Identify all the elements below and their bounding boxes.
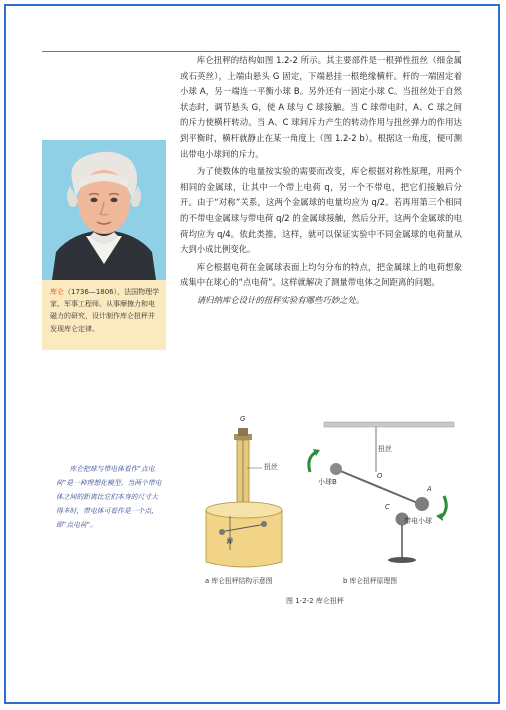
portrait-caption — [42, 280, 166, 350]
caption-text: ，法国物理学家、军事工程师。从事摩擦力和电磁力的研究，设计制作库仑扭秤并发现库仑定律。 — [50, 288, 160, 333]
top-rule — [42, 51, 460, 52]
figure-a-caption: a 库仑扭秤结构示意图 — [205, 577, 273, 585]
label-ball-b: 小球B — [318, 478, 337, 486]
label-a-in-a: A — [227, 538, 232, 546]
figure-title: 图 1-2-2 库仑扭秤 — [286, 597, 344, 605]
paragraph-1: 库仑扭秤的结构如图 1.2-2 所示。其主要部件是一根弹性扭丝（细金属或石英丝），上端由悬头 G 固定，下端悬挂一根绝缘横杆。杆的一端固定着小球 A，另一端连一平衡小球 B。另外还有一固定小球 C。当扭丝处于自然状态时，调节悬头 G，使 A 球与 C 球接触。当 C 球带电时，A、C 球之间的斥力使横杆转动。当 A、C 球间斥力产生的转动作用与扭丝弹力的作用达到平衡时，横杆就静止在某一角度上（图 1.2-2 b）。根据这一角度，便可测出带电小球间的斥力。 — [180, 55, 462, 159]
label-c: C — [385, 503, 390, 511]
main-text — [180, 53, 462, 309]
label-charged-ball: 带电小球 — [404, 517, 432, 525]
figure-a-drawing — [200, 410, 310, 570]
label-o: O — [377, 472, 383, 480]
caption-name: 库仑 — [50, 288, 64, 296]
label-niusi-b: 扭丝 — [378, 445, 392, 453]
label-niusi-a: 扭丝 — [264, 463, 278, 471]
label-a-in-b: A — [427, 485, 432, 493]
paragraph-2: 为了使数体的电量按实验的需要而改变，库仑根据对称性原理，用两个相同的金属球，让其中一个带上电荷 q，另一个不带电，把它们接触后分开。由于“对称”关系，这两个金属球的电量均应为 q/2。若再用第三个相同的不带电金属球与带电荷 q/2 的金属球接触，然后分开，这两个金属球的电荷均应为 q/4。依此类推，这样，就可以保证实验中不同金属球的电荷量从大到小成比例变化。 — [180, 166, 462, 255]
caption-years: （1736—1806） — [64, 288, 118, 296]
figure-b-drawing — [304, 412, 464, 572]
label-g: G — [240, 415, 246, 423]
paragraph-3: 库仑根据电荷在金属球表面上均匀分布的特点，把金属球上的电荷想象成集中在球心的“点电荷”。这样就解决了测量带电体之间距离的问题。 — [180, 261, 462, 288]
side-note: 库仑把球与带电体看作“点电荷”是一种理想化模型。当两个带电体之间的距离比它们本身的尺寸大得多时，带电体可看作是一个点，即“点电荷”。 — [56, 465, 162, 529]
coulomb-portrait — [42, 140, 166, 280]
figure-b-caption: b 库仑扭秤原理图 — [343, 577, 398, 585]
question-line: 请归纳库仑设计的扭秤实验有哪些巧妙之处。 — [196, 294, 365, 305]
